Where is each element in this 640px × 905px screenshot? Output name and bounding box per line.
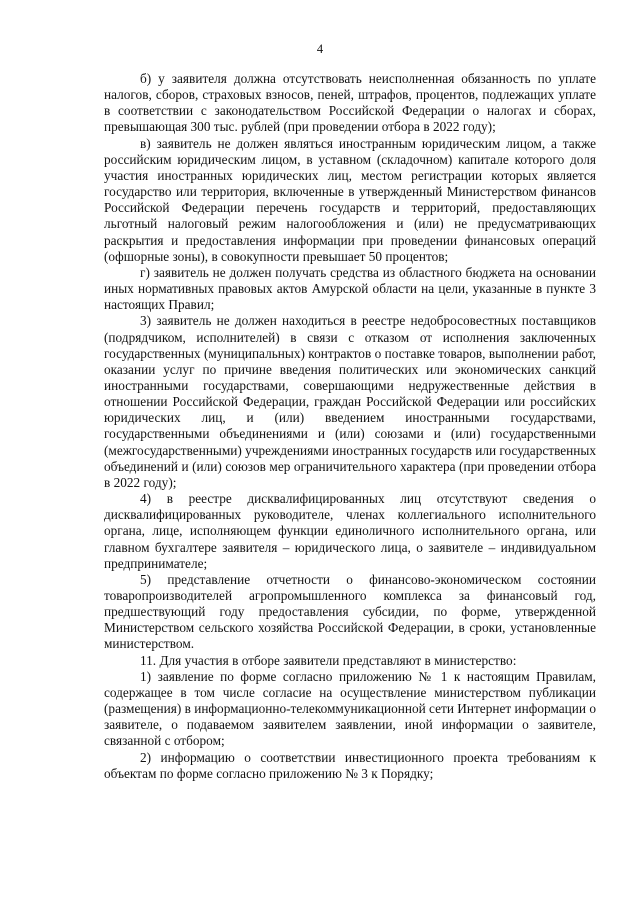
paragraph-item-1: 1) заявление по форме согласно приложению № 1 к настоящим Правилам, содержащее в том числе согласие на осуществление министерством публикации (размещения) в информационно-телекоммуникационной сети Интернет информации о заявителе, о подаваемом заявителем заявлении, иной информации о заявителе, связанной с отбором;	[104, 668, 596, 749]
paragraph-requirement-b: б) у заявителя должна отсутствовать неисполненная обязанность по уплате налогов, сборов, страховых взносов, пеней, штрафов, процентов, подлежащих уплате в соответствии с законодательством Российской Федерации о налогах и сборах, превышающая 300 тыс. рублей (при проведении отбора в 2022 году);	[104, 71, 596, 135]
paragraph-requirement-g: г) заявитель не должен получать средства из областного бюджета на основании иных нормативных правовых актов Амурской области на цели, указанные в пункте 3 настоящих Правил;	[104, 264, 596, 313]
page-number: 4	[316, 42, 324, 56]
paragraph-requirement-4: 4) в реестре дисквалифицированных лиц отсутствуют сведения о дисквалифицированных руководителе, членах коллегиального исполнительного органа, лице, исполняющем функции единоличного исполнительного органа, или главном бухгалтере заявителя – юридического лица, о заявителе – индивидуальном предпринимателе;	[104, 491, 596, 571]
paragraph-requirement-5: 5) представление отчетности о финансово-экономическом состоянии товаропроизводителей агропромышленного комплекса за финансовый год, предшествующий году предоставления субсидии, по форме, утвержденной Министерством сельского хозяйства Российской Федерации, в сроки, установленные министерством.	[104, 571, 596, 652]
document-body	[104, 71, 596, 782]
paragraph-requirement-3: 3) заявитель не должен находиться в реестре недобросовестных поставщиков (подрядчиком, исполнителей) в связи с отказом от исполнения заключенных государственных (муниципальных) контрактов о поставке товаров, выполнении работ, оказании услуг по причине введения политических или экономических санкций иностранными государствами, совершающими недружественные действия в отношении Российской Федерации, граждан Российской Федерации или российских юридических лиц, и (или) введением иностранными государствами, государственными объединениями и (или) союзами и (или) государственными (межгосударственными) учреждениями иностранных государств или государственных объединений и (или) союзов мер ограничительного характера (при проведении отбора в 2022 году);	[104, 313, 596, 490]
paragraph-item-2: 2) информацию о соответствии инвестиционного проекта требованиям к объектам по форме согласно приложению № 3 к Порядку;	[104, 749, 596, 781]
paragraph-section-11: 11. Для участия в отборе заявители представляют в министерство:	[140, 652, 517, 668]
paragraph-requirement-v: в) заявитель не должен являться иностранным юридическим лицом, а также российским юридическим лицом, в уставном (складочном) капитале которого доля участия иностранных юридических лиц, местом регистрации которых является государство или территория, включенные в утвержденный Министерством финансов Российской Федерации перечень государств и территорий, предоставляющих льготный налоговый режим налогообложения и (или) не предусматривающих раскрытия и предоставления информации при проведении финансовых операций (офшорные зоны), в совокупности превышает 50 процентов;	[104, 135, 596, 264]
